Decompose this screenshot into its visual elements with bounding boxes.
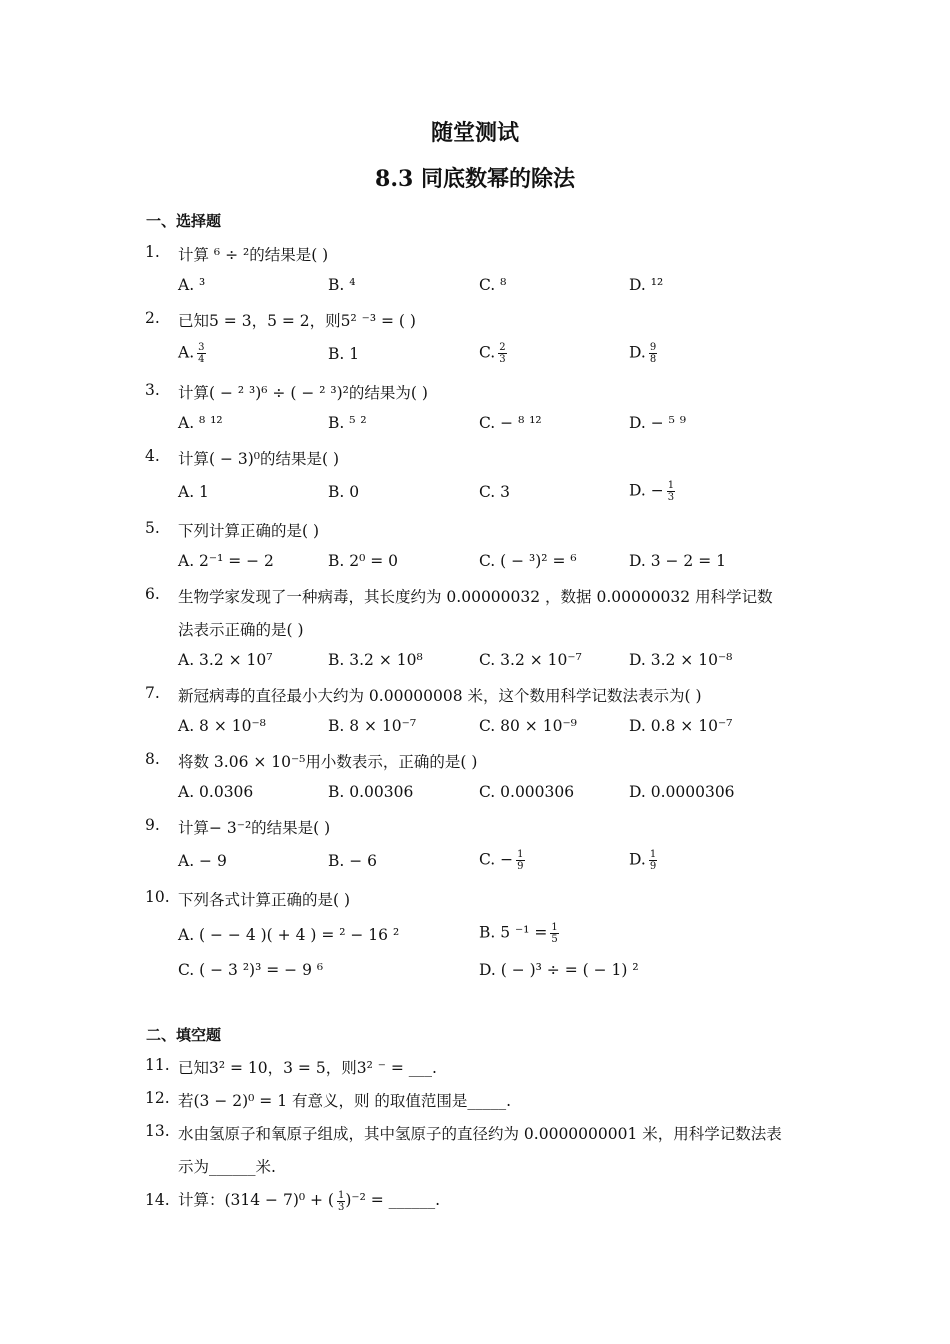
fraction bbox=[649, 342, 657, 365]
page-subtitle: 8.3 同底数幂的除法 bbox=[375, 166, 575, 192]
numerator: 1 bbox=[551, 922, 558, 933]
question-stem: 下列各式计算正确的是( ) bbox=[178, 891, 351, 909]
question-stem: 水由氢原子和氧原子组成，其中氢原子的直径约为 0.0000000001 米，用科学记数法表 bbox=[178, 1125, 782, 1143]
question-stem: 计算( − ² ³)⁶ ÷ ( − ² ³)²的结果为( ) bbox=[178, 384, 428, 402]
option-d bbox=[629, 342, 657, 365]
option-label: D. bbox=[629, 850, 646, 869]
option-label: A. bbox=[178, 343, 195, 362]
question-number: 6. bbox=[145, 585, 160, 603]
option-a: A. 3.2 × 10⁷ bbox=[178, 651, 273, 669]
option-c: C. − ⁸ ¹² bbox=[479, 414, 542, 432]
question-number: 4. bbox=[145, 447, 160, 465]
section-heading-choice: 一、选择题 bbox=[146, 212, 222, 230]
question-stem: 生物学家发现了一种病毒，其长度约为 0.00000032 ，数据 0.00000032 用科学记数 bbox=[178, 588, 773, 606]
option-d: D. 3.2 × 10⁻⁸ bbox=[629, 651, 733, 669]
denominator: 8 bbox=[649, 354, 657, 365]
option-b: B. 0.00306 bbox=[328, 783, 414, 801]
option-b: B. 1 bbox=[328, 345, 360, 363]
numerator: 9 bbox=[649, 342, 657, 353]
question-stem: 若(3 − 2)⁰ = 1 有意义，则 的取值范围是_____. bbox=[178, 1092, 512, 1110]
option-a: A. ( − − 4 )( + 4 ) = ² − 16 ² bbox=[178, 926, 400, 944]
question-stem-continued: 示为______米. bbox=[178, 1158, 276, 1176]
option-b: B. 2⁰ = 0 bbox=[328, 552, 399, 570]
option-a: A. 1 bbox=[178, 483, 209, 501]
question-number: 7. bbox=[145, 684, 160, 702]
option-d bbox=[629, 480, 675, 503]
question-stem: 计算( − 3)⁰的结果是( ) bbox=[178, 450, 340, 468]
denominator: 5 bbox=[551, 934, 558, 945]
question-number: 14. bbox=[145, 1191, 170, 1209]
denominator: 9 bbox=[517, 861, 524, 872]
option-b: B. ⁴ bbox=[328, 276, 356, 294]
option-a: A. 0.0306 bbox=[178, 783, 254, 801]
question-stem: 新冠病毒的直径最小大约为 0.00000008 米，这个数用科学记数法表示为( ) bbox=[178, 687, 702, 705]
question-number: 9. bbox=[145, 816, 160, 834]
option-c: C. 80 × 10⁻⁹ bbox=[479, 717, 577, 735]
denominator: 3 bbox=[667, 492, 675, 503]
question-stem: 计算 ⁶ ÷ ²的结果是( ) bbox=[178, 246, 329, 264]
denominator: 9 bbox=[649, 861, 657, 872]
option-label: D. − bbox=[629, 481, 664, 500]
fraction bbox=[667, 480, 675, 503]
option-d: D. ( − )³ ÷ = ( − 1) ² bbox=[479, 961, 639, 979]
option-c bbox=[479, 342, 507, 365]
fraction bbox=[197, 342, 205, 365]
question-stem: 将数 3.06 × 10⁻⁵用小数表示，正确的是( ) bbox=[178, 753, 478, 771]
option-c: C. 0.000306 bbox=[479, 783, 575, 801]
section-heading-fill: 二、填空题 bbox=[146, 1026, 222, 1044]
numerator: 1 bbox=[337, 1189, 345, 1201]
question-number: 3. bbox=[145, 381, 160, 399]
option-c: C. ( − ³)² = ⁶ bbox=[479, 552, 577, 570]
option-label: C. − bbox=[479, 850, 514, 869]
option-d bbox=[629, 849, 657, 872]
option-c: C. 3 bbox=[479, 483, 511, 501]
option-a: A. ⁸ ¹² bbox=[178, 414, 223, 432]
page-title: 随堂测试 bbox=[430, 120, 519, 146]
option-c: C. ( − 3 ²)³ = − 9 ⁶ bbox=[178, 961, 324, 979]
question-stem: 已知5 = 3，5 = 2，则5² ⁻³ = ( ) bbox=[178, 312, 416, 330]
option-b bbox=[479, 922, 559, 945]
option-c: C. 3.2 × 10⁻⁷ bbox=[479, 651, 582, 669]
option-c bbox=[479, 849, 525, 872]
fraction bbox=[498, 342, 506, 365]
denominator: 4 bbox=[198, 354, 205, 365]
stem-part: 计算：(314 − 7)⁰ + ( bbox=[178, 1191, 334, 1209]
option-b: B. 3.2 × 10⁸ bbox=[328, 651, 423, 669]
option-d: D. − ⁵ ⁹ bbox=[629, 414, 686, 432]
numerator: 1 bbox=[517, 849, 524, 860]
option-c: C. ⁸ bbox=[479, 276, 507, 294]
question-number: 2. bbox=[145, 309, 160, 327]
numerator: 1 bbox=[649, 849, 657, 860]
option-d: D. ¹² bbox=[629, 276, 664, 294]
question-stem-continued: 法表示正确的是( ) bbox=[178, 621, 304, 639]
question-stem: 已知3² = 10，3 = 5，则3² ⁻ = ___. bbox=[178, 1059, 437, 1077]
question-number: 11. bbox=[145, 1056, 170, 1074]
question-number: 12. bbox=[145, 1089, 170, 1107]
option-a: A. 2⁻¹ = − 2 bbox=[178, 552, 274, 570]
option-a: A. − 9 bbox=[178, 852, 227, 870]
question-number: 10. bbox=[145, 888, 170, 906]
question-stem: 计算− 3⁻²的结果是( ) bbox=[178, 819, 331, 837]
option-label: D. bbox=[629, 343, 646, 362]
option-a: A. 8 × 10⁻⁸ bbox=[178, 717, 266, 735]
stem-part: )⁻² = ______. bbox=[345, 1191, 441, 1209]
fraction bbox=[550, 922, 558, 945]
option-d: D. 0.8 × 10⁻⁷ bbox=[629, 717, 733, 735]
option-a: A. ³ bbox=[178, 276, 206, 294]
option-label: B. 5 ⁻¹ = bbox=[479, 923, 548, 942]
question-stem bbox=[178, 1188, 440, 1213]
fraction bbox=[516, 849, 524, 872]
option-b: B. − 6 bbox=[328, 852, 378, 870]
question-stem: 下列计算正确的是( ) bbox=[178, 522, 320, 540]
option-d: D. 3 − 2 = 1 bbox=[629, 552, 726, 570]
numerator: 3 bbox=[198, 342, 205, 353]
question-number: 8. bbox=[145, 750, 160, 768]
option-b: B. ⁵ ² bbox=[328, 414, 367, 432]
option-b: B. 8 × 10⁻⁷ bbox=[328, 717, 417, 735]
denominator: 3 bbox=[499, 354, 506, 365]
denominator: 3 bbox=[337, 1201, 345, 1213]
question-number: 13. bbox=[145, 1122, 170, 1140]
option-d: D. 0.0000306 bbox=[629, 783, 735, 801]
numerator: 1 bbox=[667, 480, 675, 491]
question-number: 5. bbox=[145, 519, 160, 537]
option-a bbox=[178, 342, 206, 365]
option-label: C. bbox=[479, 343, 496, 362]
numerator: 2 bbox=[499, 342, 506, 353]
question-number: 1. bbox=[145, 243, 160, 261]
fraction bbox=[649, 849, 657, 872]
option-b: B. 0 bbox=[328, 483, 360, 501]
